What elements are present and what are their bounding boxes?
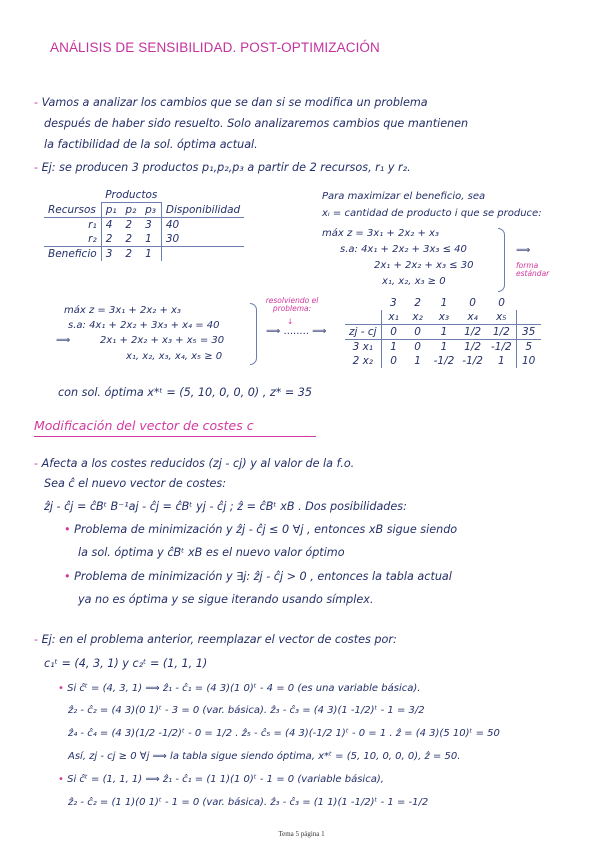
std-constraint-3: x₁, x₂, x₃, x₄, x₅ ≥ 0 [126, 351, 223, 362]
cell: 1/2 [487, 325, 516, 340]
bullet-2-text: Problema de minimización y ∃j: ẑj - ĉj > 0 , entonces la tabla actual [74, 570, 452, 583]
std-constraint-1: s.a: 4x₁ + 2x₂ + 3x₃ + x₄ = 40 [68, 320, 220, 331]
example2-text-1: Ej: en el problema anterior, reemplazar el vector de costes por: [41, 633, 397, 646]
cell: 1 [440, 341, 448, 353]
model-constraint-3: x₁, x₂, x₃ ≥ 0 [382, 276, 446, 287]
std-brace [250, 303, 257, 365]
row-label: Beneficio [44, 247, 101, 262]
cell: 1 [430, 325, 459, 340]
cost-cell: 3 [390, 297, 397, 309]
var-header: x₅ [487, 310, 516, 325]
table-row [44, 218, 244, 233]
implies-arrow-left: ⟹ [56, 335, 71, 346]
table-row [44, 247, 244, 262]
bullet-marker: • [58, 774, 64, 785]
blank-cell [345, 310, 381, 325]
forma-estandar-note: forma estándar [516, 261, 550, 278]
right-line-1: Para maximizar el beneficio, sea [322, 191, 486, 202]
example2-step-5 [58, 774, 384, 785]
table-row [345, 340, 541, 355]
blank-cell [516, 310, 541, 325]
dash-marker: - [34, 161, 39, 174]
products-header: Productos [101, 188, 161, 203]
cell: 2 [125, 219, 133, 231]
dash-marker: - [34, 457, 39, 470]
affects-text-1: Afecta a los costes reducidos (zj - cj) y al valor de la f.o. [41, 457, 355, 470]
dash-marker: - [34, 633, 39, 646]
example2-step-1-text: Si ĉᵗ = (4, 3, 1) ⟹ ẑ₁ - ĉ₁ = (4 3)(1 0)ᵗ - 4 = 0 (es una variable básica). [67, 683, 421, 694]
cell: -1/2 [462, 355, 483, 367]
model-constraint-2: 2x₁ + 2x₂ + x₃ ≤ 30 [374, 260, 474, 271]
row-label: r₂ [88, 233, 97, 245]
cell: 3 [101, 247, 121, 262]
blank-cell [516, 296, 541, 310]
cell: 10 [516, 354, 541, 368]
var-header: x₂ [406, 310, 430, 325]
cell: 0 [381, 354, 406, 368]
var-header: x₄ [458, 310, 487, 325]
example2-step-6: ẑ₂ - ĉ₂ = (1 1)(0 1)ᵗ - 1 = 0 (var. básica). ẑ₃ - ĉ₃ = (1 1)(1 -1/2)ᵗ - 1 = -1/2 [68, 797, 429, 808]
page-footer: Tema 5 página 1 [278, 830, 325, 838]
cell: 0 [381, 325, 406, 340]
products-table [44, 188, 244, 261]
blank-cell [44, 188, 101, 203]
bullet-1-text: Problema de minimización y ẑj - ĉj ≤ 0 ∀j , entonces xB sigue siendo [74, 523, 458, 536]
cell: 1 [381, 340, 406, 355]
var-header: x₁ [381, 310, 406, 325]
cell: 1 [497, 355, 505, 367]
cell: 4 [101, 218, 121, 233]
col-p1: p₁ [101, 203, 121, 218]
example2-line-1 [34, 633, 397, 646]
cell: 1 [141, 247, 161, 262]
intro-line-1 [34, 96, 428, 109]
std-constraint-2: 2x₁ + 2x₂ + x₃ + x₅ = 30 [100, 335, 225, 346]
col-p2: p₂ [121, 203, 141, 218]
blank-cell [161, 247, 244, 262]
right-line-2: xᵢ = cantidad de producto i que se produce: [322, 208, 542, 219]
cost-cell: 2 [414, 297, 421, 309]
implies-arrow: ⟹ [516, 245, 531, 256]
row-label: zj - cj [345, 325, 381, 340]
optimal-solution-line: con sol. óptima x*ᵗ = (5, 10, 0, 0, 0) , z* = 35 [58, 386, 313, 399]
bullet-2-line-2: ya no es óptima y se sigue iterando usando símplex. [78, 593, 374, 606]
table-row [345, 325, 541, 340]
model-constraint-1: s.a: 4x₁ + 2x₂ + 3x₃ ≤ 40 [340, 244, 467, 255]
cell: -1/2 [433, 355, 455, 367]
cell: 1/2 [458, 325, 487, 340]
intro-line-2: después de haber sido resuelto. Solo analizaremos cambios que mantienen [44, 117, 469, 130]
dash-marker: - [34, 96, 39, 109]
bullet-marker: • [58, 683, 64, 694]
example2-step-1 [58, 683, 420, 694]
resolviendo-note: resolviendo el problema: [265, 296, 319, 313]
cell: 0 [414, 341, 421, 353]
cell: 30 [161, 232, 244, 247]
note-arrow: ↓ [287, 317, 294, 326]
example2-step-3: ẑ₄ - ĉ₄ = (4 3)(1/2 -1/2)ᵗ - 0 = 1/2 . ẑ₅ - ĉ₅ = (4 3)(-1/2 1)ᵗ - 0 = 1 . ẑ = (4 3)(5 10)ᵗ = 50 [68, 728, 500, 739]
cost-cell: 1 [440, 297, 448, 309]
page-title: ANÁLISIS DE SENSIBILIDAD. POST-OPTIMIZACIÓN [50, 40, 380, 55]
bullet-marker: • [64, 523, 71, 536]
example1-line [34, 161, 411, 174]
section-heading: Modificación del vector de costes c [34, 418, 254, 433]
col-recursos: Recursos [44, 203, 101, 218]
intro-line-3: la factibilidad de la sol. óptima actual. [44, 138, 258, 151]
table-row [345, 354, 541, 368]
example2-line-2: c₁ᵗ = (4, 3, 1) y c₂ᵗ = (1, 1, 1) [44, 657, 208, 670]
cell: 3 [145, 219, 152, 231]
cell: 2 [125, 233, 133, 245]
bullet-1-line-2: la sol. óptima y ĉBᵗ xB es el nuevo valor óptimo [78, 546, 345, 559]
col-p3: p₃ [141, 203, 161, 218]
cell: 1 [414, 355, 421, 367]
table-row [44, 232, 244, 247]
cost-cell: 0 [469, 297, 476, 309]
row-label: 2 x₂ [352, 355, 374, 367]
example2-step-4: Así, zj - cj ≥ 0 ∀j ⟹ la tabla sigue siendo óptima, x*ᵗ = (5, 10, 0, 0, 0), ẑ = 50. [68, 751, 461, 762]
bullet-1-line-1 [64, 523, 457, 536]
model-objective: máx z = 3x₁ + 2x₂ + x₃ [322, 228, 439, 239]
affects-formula: ẑj - ĉj = ĉBᵗ B⁻¹aj - ĉj = ĉBᵗ yj - ĉj ; ẑ = ĉBᵗ xB . Dos posibilidades: [44, 500, 407, 513]
row-label: r₁ [88, 219, 97, 231]
cell: 1 [145, 233, 152, 245]
cell: 2 [101, 232, 121, 247]
cell: 0 [406, 325, 430, 340]
dots: ........ [283, 326, 309, 337]
blank-cell [345, 296, 381, 310]
bullet-2-line-1 [64, 570, 452, 583]
bullet-marker: • [64, 570, 71, 583]
cell: 1/2 [464, 341, 482, 353]
model-brace [498, 228, 505, 292]
col-disponibilidad: Disponibilidad [161, 203, 244, 218]
intro-text-1: Vamos a analizar los cambios que se dan si se modifica un problema [41, 96, 428, 109]
cell: 35 [516, 325, 541, 340]
affects-line-1 [34, 457, 354, 470]
cell: 40 [161, 218, 244, 233]
cell: 5 [516, 340, 541, 355]
cell: -1/2 [490, 341, 512, 353]
example2-step-2: ẑ₂ - ĉ₂ = (4 3)(0 1)ᵗ - 3 = 0 (var. básica). ẑ₃ - ĉ₃ = (4 3)(1 -1/2)ᵗ - 1 = 3/2 [68, 705, 425, 716]
row-label: 3 x₁ [352, 341, 374, 353]
cell: 2 [121, 247, 141, 262]
section-underline [34, 436, 316, 437]
example2-step-5-text: Si ĉᵗ = (1, 1, 1) ⟹ ẑ₁ - ĉ₁ = (1 1)(1 0)ᵗ - 1 = 0 (variable básica), [67, 774, 384, 785]
example1-text: Ej: se producen 3 productos p₁,p₂,p₃ a partir de 2 recursos, r₁ y r₂. [41, 161, 411, 174]
blank-cell [161, 188, 244, 203]
var-header: x₃ [430, 310, 459, 325]
cost-cell: 0 [498, 297, 505, 309]
simplex-table [345, 296, 541, 368]
std-objective: máx z = 3x₁ + 2x₂ + x₃ [64, 305, 181, 316]
affects-line-2: Sea ĉ el nuevo vector de costes: [44, 477, 227, 490]
arrow-chain: ⟹ ........ ⟹ [266, 326, 327, 337]
